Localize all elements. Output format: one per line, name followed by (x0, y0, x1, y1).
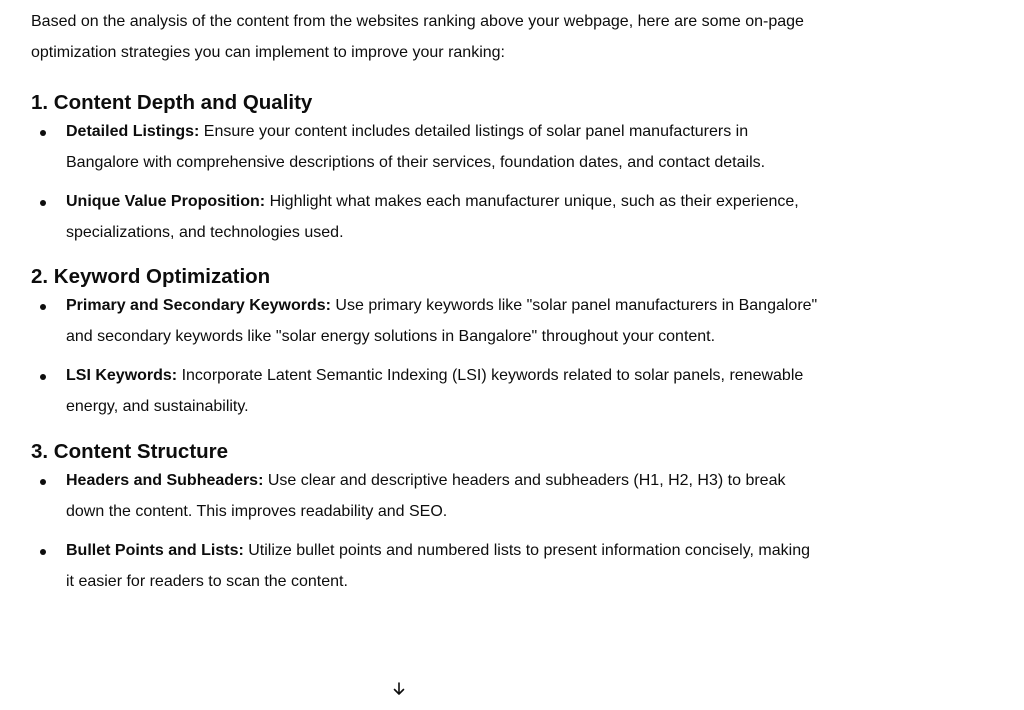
list-item (31, 187, 821, 248)
list-item (31, 466, 821, 527)
list-item (31, 361, 821, 422)
bullet-dot (40, 374, 46, 380)
list-item-text: Use primary keywords like "solar panel manufacturers in Bangalore" and secondary keywords like "solar energy solutions in Bangalore" throughout your content. (66, 297, 818, 345)
list-item-text: Incorporate Latent Semantic Indexing (LSI) keywords related to solar panels, renewable energy, and sustainability. (66, 367, 804, 415)
bullet-dot (40, 200, 46, 206)
bullet-dot (40, 130, 46, 136)
bullet-list (31, 291, 821, 422)
list-item-text: Highlight what makes each manufacturer unique, such as their experience, specializations, and technologies used. (66, 193, 799, 241)
list-item-term: Primary and Secondary Keywords: (66, 297, 331, 314)
list-item-term: Bullet Points and Lists: (66, 542, 244, 559)
bullet-list (31, 117, 821, 248)
bullet-dot (40, 479, 46, 485)
list-item-text: Use clear and descriptive headers and subheaders (H1, H2, H3) to break down the content. This improves readability and SEO. (66, 472, 786, 520)
list-item-term: Detailed Listings: (66, 123, 200, 140)
intro-paragraph: Based on the analysis of the content from the websites ranking above your webpage, here are some on-page optimization strategies you can implement to improve your ranking: (31, 13, 804, 61)
arrow-down-icon (391, 681, 407, 697)
bullet-list (31, 466, 821, 597)
bullet-dot (40, 304, 46, 310)
scroll-to-bottom-button[interactable] (386, 676, 412, 702)
section-heading-content-structure: 3. Content Structure (31, 440, 229, 463)
section-heading-keyword-optimization: 2. Keyword Optimization (31, 265, 271, 288)
section-heading-content-depth: 1. Content Depth and Quality (31, 91, 313, 114)
list-item (31, 117, 821, 178)
assistant-message (31, 6, 821, 597)
bullet-dot (40, 549, 46, 555)
list-item (31, 536, 821, 597)
list-item-term: Headers and Subheaders: (66, 472, 264, 489)
list-item-term: Unique Value Proposition: (66, 193, 266, 210)
list-item-term: LSI Keywords: (66, 367, 178, 384)
list-item-text: Utilize bullet points and numbered lists to present information concisely, making it easier for readers to scan the content. (66, 542, 810, 590)
list-item (31, 291, 821, 352)
list-item-text: Ensure your content includes detailed listings of solar panel manufacturers in Bangalore with comprehensive descriptions of their services, foundation dates, and contact details. (66, 123, 766, 171)
